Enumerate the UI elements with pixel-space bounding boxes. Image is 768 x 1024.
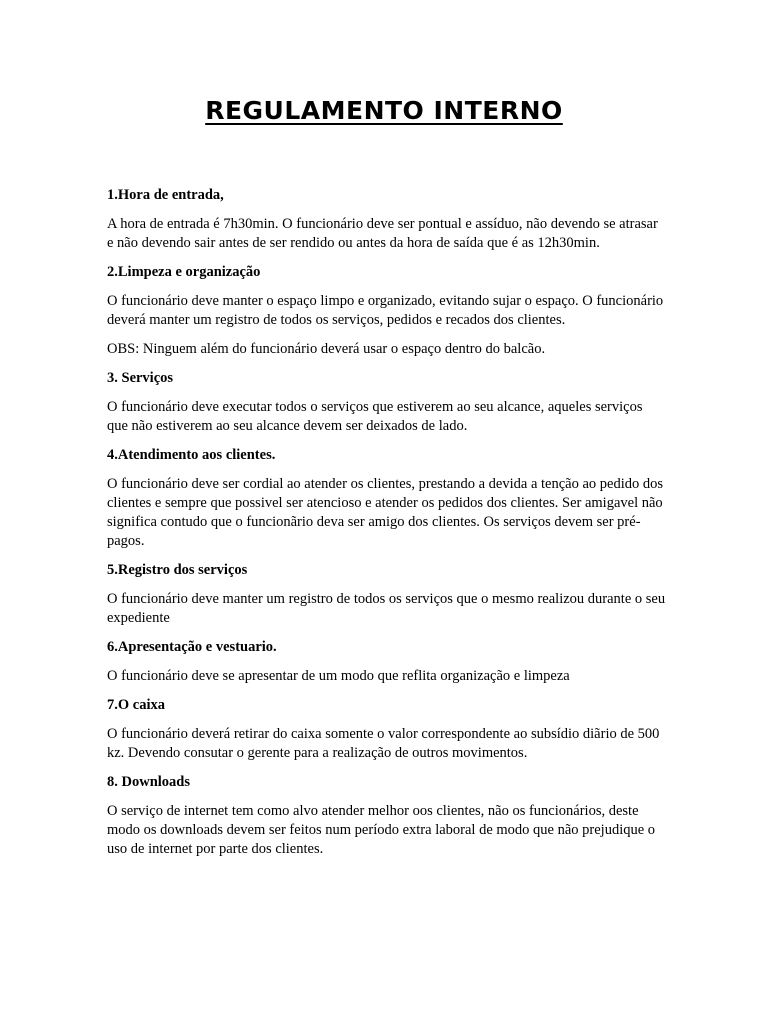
section-paragraph: O funcionário deve ser cordial ao atender os clientes, prestando a devida a tenção ao pedido dos clientes e sempre que possivel ser atencioso e atender os pedidos dos clientes. Ser amigavel não significa contudo que o funcionãrio deva ser amigo dos clientes. Os serviços devem ser pré-pagos.: [107, 476, 664, 549]
section-downloads: [107, 773, 667, 859]
section-heading: 4.Atendimento aos clientes.: [107, 447, 276, 463]
section-heading: 8. Downloads: [107, 774, 190, 790]
section-heading: 6.Apresentação e vestuario.: [107, 639, 277, 655]
section-heading: 3. Serviços: [107, 370, 174, 386]
document-body: [107, 186, 667, 869]
section-paragraph: O serviço de internet tem como alvo atender melhor oos clientes, não os funcionários, deste modo os downloads devem ser feitos num período extra laboral de modo que não prejudique o uso de internet por parte dos clientes.: [107, 803, 656, 857]
section-heading: 5.Registro dos serviços: [107, 562, 248, 578]
section-hora-de-entrada: [107, 186, 667, 253]
section-servicos: [107, 369, 667, 436]
section-paragraph: O funcionário deve manter o espaço limpo e organizado, evitando sujar o espaço. O funcionário deverá manter um registro de todos os serviços, pedidos e recados dos clientes.: [107, 293, 664, 328]
section-paragraph: O funcionário deverá retirar do caixa somente o valor correspondente ao subsídio diãrio de 500 kz. Devendo consutar o gerente para a realização de outros movimentos.: [107, 726, 660, 761]
section-paragraph: O funcionário deve manter um registro de todos os serviços que o mesmo realizou durante o seu expediente: [107, 591, 666, 626]
section-paragraph: O funcionário deve se apresentar de um modo que reflita organização e limpeza: [107, 668, 570, 684]
obs-note: OBS: Ninguem além do funcionário deverá usar o espaço dentro do balcão.: [107, 341, 546, 357]
document-title: REGULAMENTO INTERNO: [205, 96, 563, 125]
section-heading: 1.Hora de entrada,: [107, 187, 224, 203]
section-heading: 7.O caixa: [107, 697, 165, 713]
section-atendimento-aos-clientes: [107, 446, 667, 551]
section-paragraph: A hora de entrada é 7h30min. O funcionário deve ser pontual e assíduo, não devendo se atrasar e não devendo sair antes de ser rendido ou antes da hora de saída que é as 12h30min.: [107, 216, 658, 251]
section-limpeza-e-organizacao: [107, 263, 667, 359]
section-apresentacao-e-vestuario: [107, 638, 667, 686]
section-heading: 2.Limpeza e organização: [107, 264, 261, 280]
section-o-caixa: [107, 696, 667, 763]
section-paragraph: O funcionário deve executar todos o serviços que estiverem ao seu alcance, aqueles serviços que não estiverem ao seu alcance devem ser deixados de lado.: [107, 399, 643, 434]
section-registro-dos-servicos: [107, 561, 667, 628]
